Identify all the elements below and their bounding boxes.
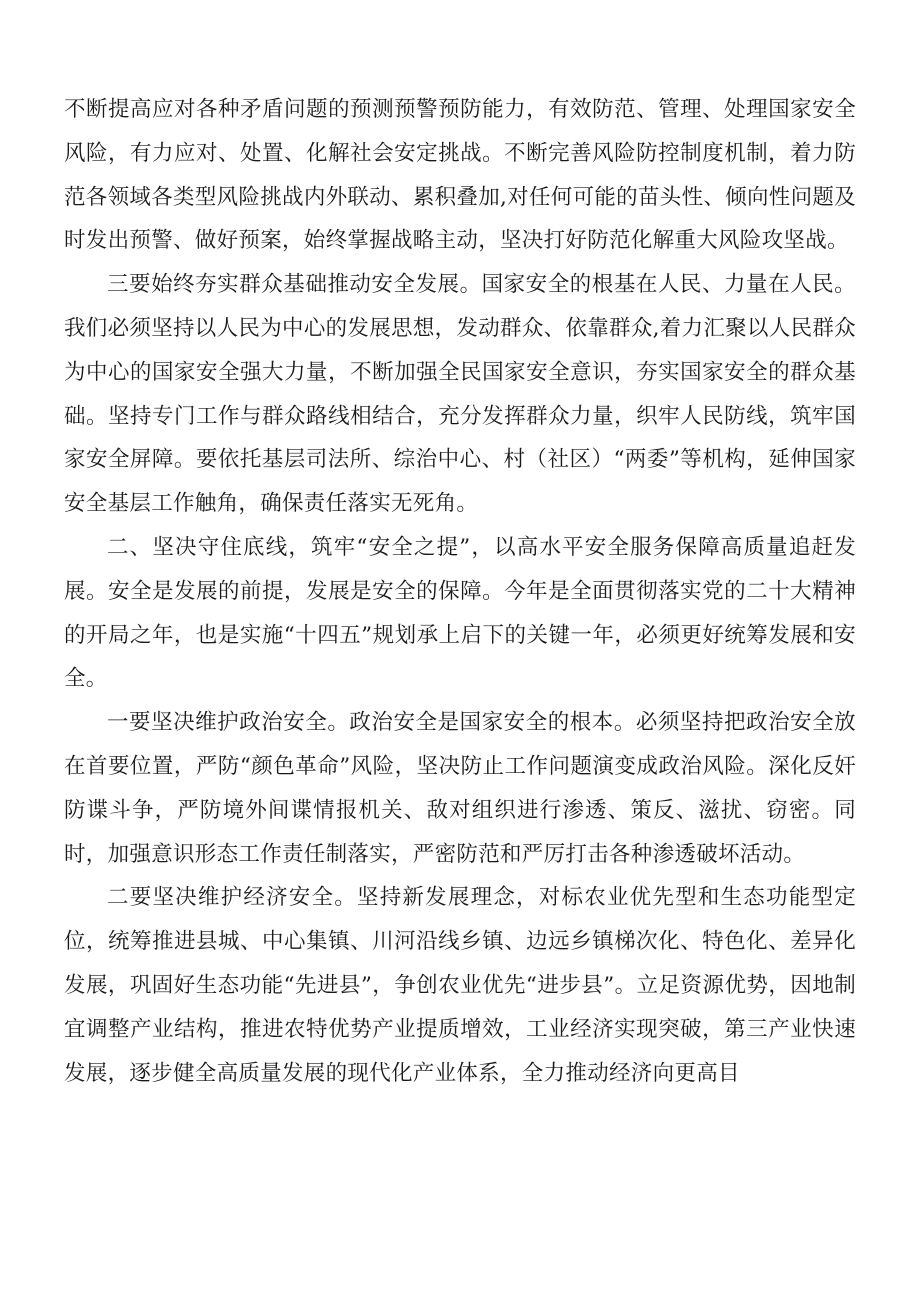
paragraph-continuation: 不断提高应对各种矛盾问题的预测预警预防能力，有效防范、管理、处理国家安全风险，有力应对、处置、化解社会安定挑战。不断完善风险防控制度机制，着力防范各领域各类型风险挑战内外联动、累积叠加,对任何可能的苗头性、倾向性问题及时发出预警、做好预案，始终掌握战略主动，坚决打好防范化解重大风险攻坚战。 — [64, 97, 856, 254]
document-body — [64, 88, 856, 1095]
paragraph-mass-foundation: 三要始终夯实群众基础推动安全发展。国家安全的根基在人民、力量在人民。我们必须坚持以人民为中心的发展思想，发动群众、依靠群众,着力汇聚以人民群众为中心的国家安全强大力量，不断加强全民国家安全意识，夯实国家安全的群众基础。坚持专门工作与群众路线相结合，充分发挥群众力量，织牢人民防线，筑牢国家安全屏障。要依托基层司法所、综治中心、村（社区）“两委”等机构，延伸国家安全基层工作触角，确保责任落实无死角。 — [64, 272, 856, 517]
paragraph-political-security: 一要坚决维护政治安全。政治安全是国家安全的根本。必须坚持把政治安全放在首要位置，严防“颜色革命”风险，坚决防止工作问题演变成政治风险。深化反奸防谍斗争，严防境外间谍情报机关、敌对组织进行渗透、策反、滋扰、窃密。同时，加强意识形态工作责任制落实，严密防范和严厉打击各种渗透破坏活动。 — [64, 710, 856, 867]
paragraph-section-two-heading: 二、坚决守住底线，筑牢“安全之提”，以高水平安全服务保障高质量追赶发展。安全是发展的前提，发展是安全的保障。今年是全面贯彻落实党的二十大精神的开局之年，也是实施“十四五”规划承上启下的关键一年，必须更好统筹发展和安全。 — [64, 534, 856, 692]
paragraph-economic-security: 二要坚决维护经济安全。坚持新发展理念，对标农业优先型和生态功能型定位，统筹推进县城、中心集镇、川河沿线乡镇、边远乡镇梯次化、特色化、差异化发展，巩固好生态功能“先进县”，争创农业优先“进步县”。立足资源优势，因地制宜调整产业结构，推进农特优势产业提质增效，工业经济实现突破，第三产业快速发展，逐步健全高质量发展的现代化产业体系，全力推动经济向更高目 — [64, 885, 856, 1086]
